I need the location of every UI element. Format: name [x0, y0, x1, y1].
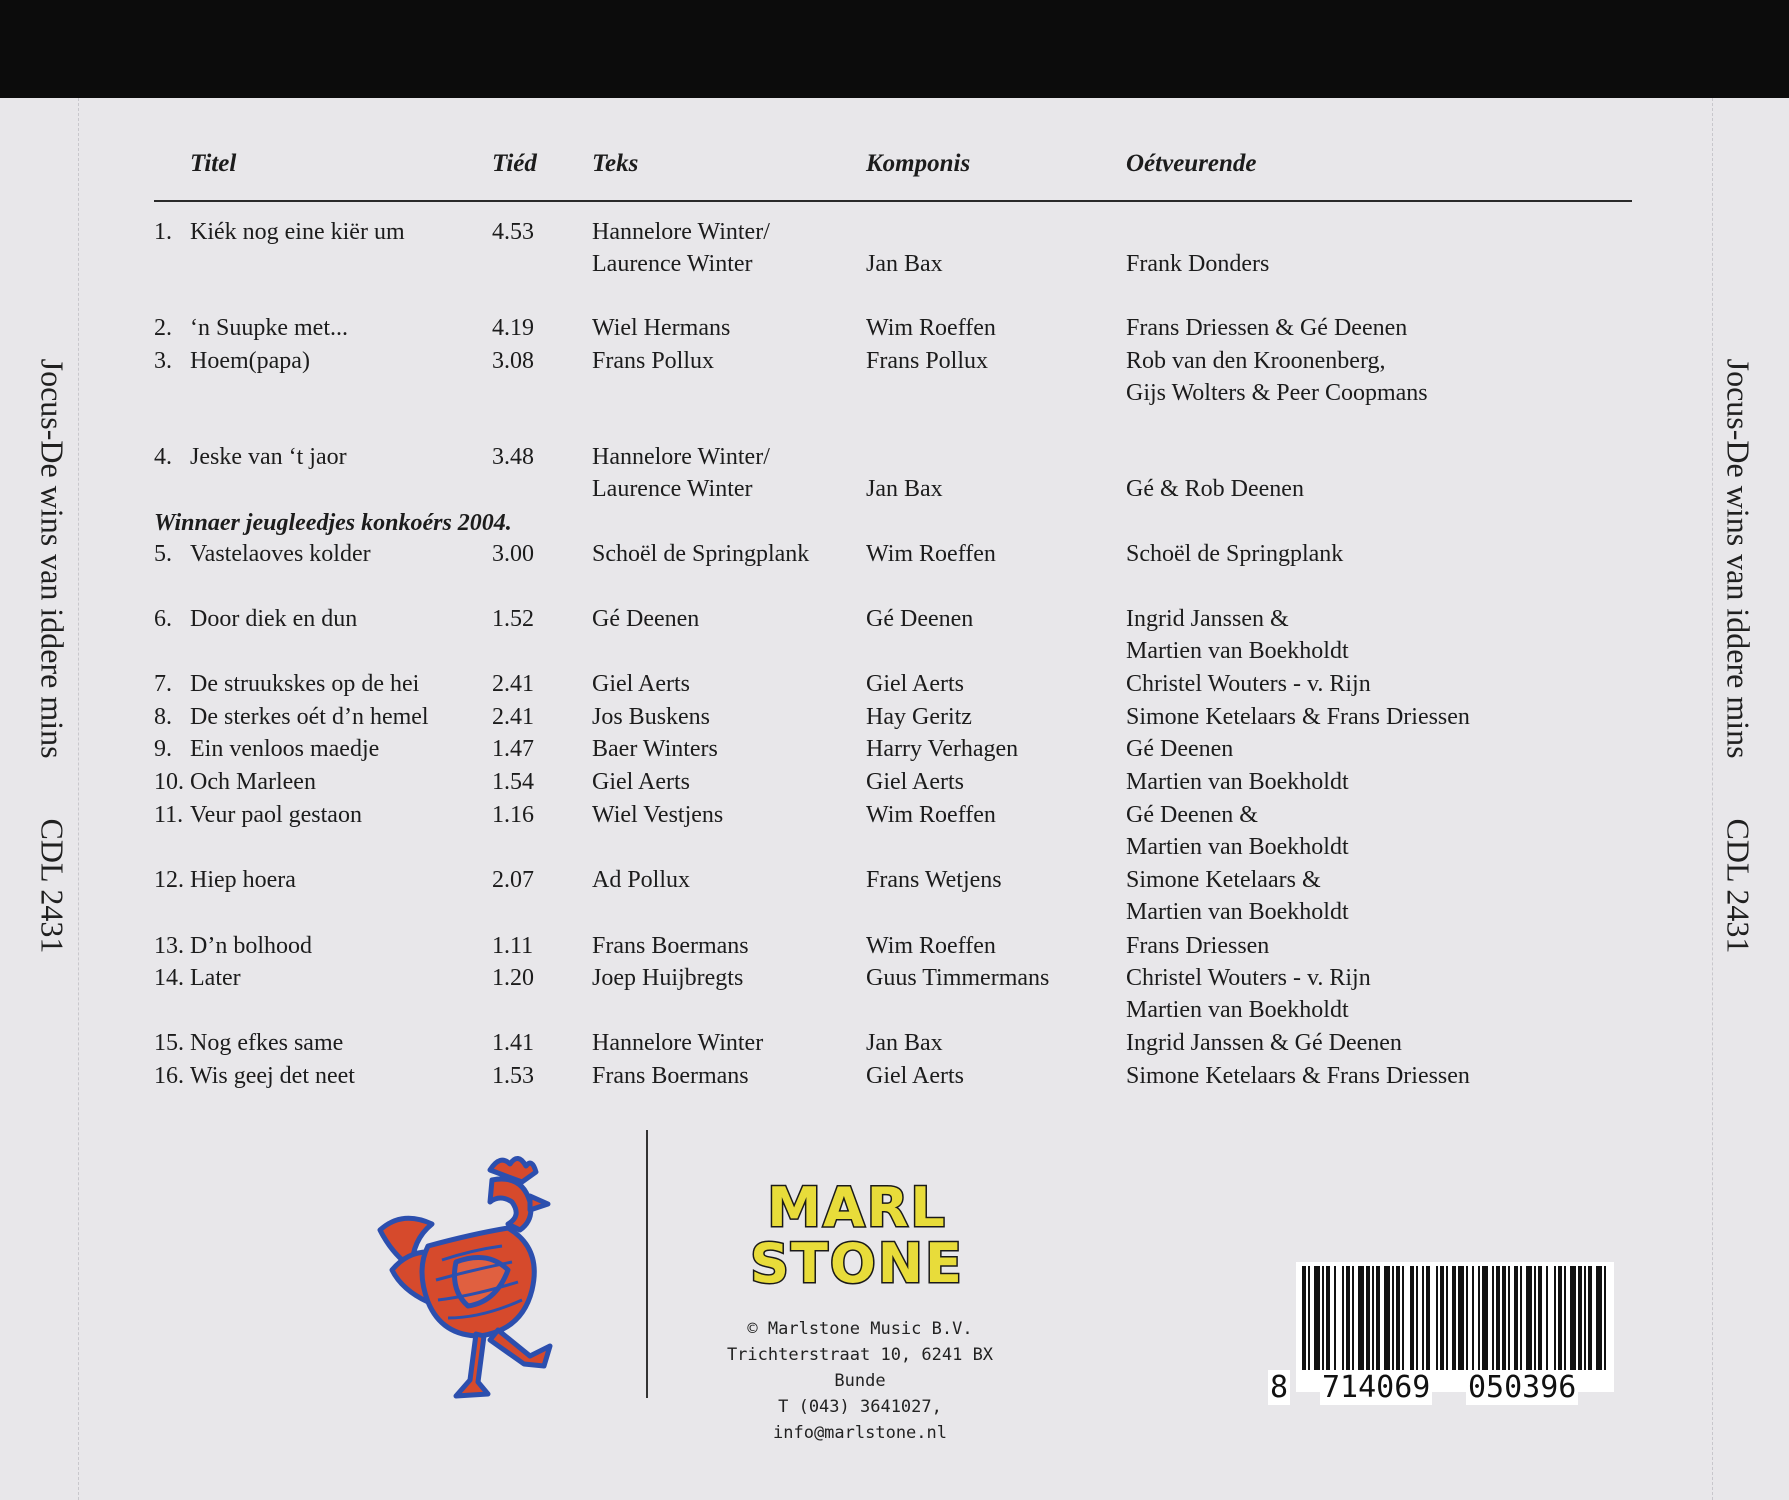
track-duration: 3.48: [492, 444, 534, 470]
barcode-bar: [1396, 1266, 1400, 1370]
track-duration: 1.11: [492, 933, 534, 959]
track-number: 14.: [154, 965, 184, 991]
header-teks: Teks: [592, 150, 639, 177]
track-title: Jeske van ‘t jaor: [190, 444, 347, 470]
track-composer: Gé Deenen: [866, 606, 974, 632]
contact-line: T (043) 3641027, info@marlstone.nl: [773, 1397, 947, 1443]
contest-note: Winnaer jeugleedjes konkoérs 2004.: [154, 510, 512, 536]
spine-left-code: CDL 2431: [34, 818, 71, 954]
barcode-bar: [1358, 1266, 1364, 1370]
track-title: Door diek en dun: [190, 606, 358, 632]
track-composer: Guus Timmermans: [866, 965, 1050, 991]
barcode-bar: [1596, 1266, 1602, 1370]
track-composer: Frans Wetjens: [866, 867, 1002, 893]
track-number: 1.: [154, 219, 172, 245]
track-performer: Ingrid Janssen & Gé Deenen: [1126, 1030, 1402, 1056]
track-composer: Wim Roeffen: [866, 933, 996, 959]
header-rule: [154, 200, 1632, 202]
track-number: 13.: [154, 933, 184, 959]
barcode-bar: [1588, 1266, 1592, 1370]
track-number: 16.: [154, 1063, 184, 1089]
fold-line-left: [78, 98, 79, 1500]
barcode-bar: [1514, 1266, 1518, 1370]
track-performer: Frank Donders: [1126, 251, 1270, 277]
barcode-bar: [1326, 1266, 1330, 1370]
spine-left: [34, 359, 71, 954]
barcode-bar: [1314, 1266, 1320, 1370]
barcode-bar: [1502, 1266, 1506, 1370]
track-performer: Martien van Boekholdt: [1126, 769, 1349, 795]
marlstone-logo-line1: MARL: [767, 1176, 947, 1239]
track-title: Ein venloos maedje: [190, 736, 380, 762]
track-duration: 4.53: [492, 219, 534, 245]
track-lyricist: Baer Winters: [592, 736, 718, 762]
barcode-bar: [1496, 1266, 1500, 1370]
spine-right-code: CDL 2431: [1720, 818, 1757, 954]
spine-right: [1720, 359, 1757, 954]
track-title: Veur paol gestaon: [190, 802, 362, 828]
barcode-bar: [1564, 1266, 1566, 1370]
address-line: Trichterstraat 10, 6241 BX Bunde: [726, 1345, 994, 1391]
barcode-bar: [1520, 1266, 1522, 1370]
barcode-bar: [1584, 1266, 1586, 1370]
track-title: D’n bolhood: [190, 933, 312, 959]
track-performer: Christel Wouters - v. Rijn: [1126, 671, 1371, 697]
track-duration: 1.41: [492, 1030, 534, 1056]
track-performer: Frans Driessen: [1126, 933, 1270, 959]
track-number: 9.: [154, 736, 172, 762]
track-lyricist: Ad Pollux: [592, 867, 691, 893]
header-oetveurende: Oétveurende: [1126, 150, 1257, 177]
barcode-bar: [1446, 1266, 1448, 1370]
track-lyricist: Laurence Winter: [592, 476, 753, 502]
barcode-bar: [1416, 1266, 1418, 1370]
track-composer: Jan Bax: [866, 251, 943, 277]
track-title: Wis geej det neet: [190, 1063, 355, 1089]
barcode-bar: [1554, 1266, 1556, 1370]
track-performer: Christel Wouters - v. Rijn: [1126, 965, 1371, 991]
barcode-digits-right: 050396: [1468, 1370, 1577, 1405]
track-performer: Simone Ketelaars &: [1126, 867, 1321, 893]
track-performer: Gé Deenen: [1126, 736, 1234, 762]
header-komponis: Komponis: [866, 150, 971, 177]
barcode-bar: [1322, 1266, 1324, 1370]
track-composer: Wim Roeffen: [866, 315, 996, 341]
track-duration: 1.52: [492, 606, 534, 632]
barcode-bar: [1478, 1266, 1480, 1370]
track-number: 5.: [154, 541, 172, 567]
track-lyricist: Schoël de Springplank: [592, 541, 810, 567]
barcode-bar: [1472, 1266, 1474, 1370]
barcode-digits-left: 714069: [1322, 1370, 1431, 1405]
track-duration: 1.16: [492, 802, 534, 828]
barcode-bar: [1402, 1266, 1404, 1370]
track-number: 4.: [154, 444, 172, 470]
track-lyricist: Frans Boermans: [592, 1063, 749, 1089]
track-performer: Simone Ketelaars & Frans Driessen: [1126, 704, 1470, 730]
track-number: 11.: [154, 802, 184, 828]
fold-line-right: [1712, 98, 1713, 1500]
barcode-bar: [1578, 1266, 1582, 1370]
track-title: ‘n Suupke met...: [190, 315, 348, 341]
track-number: 15.: [154, 1030, 184, 1056]
track-number: 10.: [154, 769, 184, 795]
track-title: De struukskes op de hei: [190, 671, 420, 697]
track-composer: Jan Bax: [866, 1030, 943, 1056]
track-number: 12.: [154, 867, 184, 893]
track-duration: 1.53: [492, 1063, 534, 1089]
track-lyricist: Joep Huijbregts: [592, 965, 744, 991]
track-composer: Wim Roeffen: [866, 802, 996, 828]
track-lyricist: Jos Buskens: [592, 704, 711, 730]
barcode-bar: [1492, 1266, 1494, 1370]
track-composer: Giel Aerts: [866, 769, 964, 795]
track-lyricist: Hannelore Winter/: [592, 219, 770, 245]
track-number: 8.: [154, 704, 172, 730]
track-composer: Hay Geritz: [866, 704, 972, 730]
track-performer: Martien van Boekholdt: [1126, 899, 1349, 925]
track-performer: Gé Deenen &: [1126, 802, 1258, 828]
track-performer: Gé & Rob Deenen: [1126, 476, 1304, 502]
track-lyricist: Wiel Hermans: [592, 315, 731, 341]
track-performer: Gijs Wolters & Peer Coopmans: [1126, 380, 1428, 406]
barcode-bar: [1342, 1266, 1344, 1370]
barcode-bar: [1526, 1266, 1532, 1370]
barcode-bar: [1458, 1266, 1464, 1370]
track-duration: 1.20: [492, 965, 534, 991]
track-lyricist: Giel Aerts: [592, 769, 690, 795]
barcode-bar: [1372, 1266, 1374, 1370]
barcode-bar: [1508, 1266, 1510, 1370]
track-performer: Simone Ketelaars & Frans Driessen: [1126, 1063, 1470, 1089]
barcode-bar: [1334, 1266, 1336, 1370]
marlstone-logo-line2: STONE: [750, 1232, 964, 1295]
logo-divider: [646, 1130, 648, 1398]
barcode-bar: [1546, 1266, 1548, 1370]
track-composer: Frans Pollux: [866, 348, 989, 374]
track-composer: Giel Aerts: [866, 1063, 964, 1089]
track-number: 7.: [154, 671, 172, 697]
barcode-bar: [1352, 1266, 1354, 1370]
barcode-bar: [1604, 1266, 1606, 1370]
barcode-bar: [1436, 1266, 1438, 1370]
track-duration: 3.00: [492, 541, 534, 567]
track-lyricist: Frans Pollux: [592, 348, 715, 374]
barcode-bar: [1452, 1266, 1456, 1370]
track-duration: 2.07: [492, 867, 534, 893]
track-title: De sterkes oét d’n hemel: [190, 704, 429, 730]
barcode-bar: [1482, 1266, 1488, 1370]
track-duration: 2.41: [492, 704, 534, 730]
track-composer: Giel Aerts: [866, 671, 964, 697]
barcode-bar: [1426, 1266, 1430, 1370]
track-title: Kiék nog eine kiër um: [190, 219, 405, 245]
spine-left-title: Jocus-De wins van iddere mins: [34, 358, 71, 759]
track-title: Nog efkes same: [190, 1030, 344, 1056]
header-titel: Titel: [190, 150, 237, 177]
track-lyricist: Giel Aerts: [592, 671, 690, 697]
track-composer: Jan Bax: [866, 476, 943, 502]
track-composer: Harry Verhagen: [866, 736, 1019, 762]
track-performer: Rob van den Kroonenberg,: [1126, 348, 1386, 374]
track-lyricist: Wiel Vestjens: [592, 802, 724, 828]
barcode-bar: [1422, 1266, 1424, 1370]
track-performer: Schoël de Springplank: [1126, 541, 1344, 567]
track-duration: 1.54: [492, 769, 534, 795]
track-performer: Martien van Boekholdt: [1126, 834, 1349, 860]
track-lyricist: Frans Boermans: [592, 933, 749, 959]
track-title: Och Marleen: [190, 769, 316, 795]
spine-right-title: Jocus-De wins van iddere mins: [1720, 358, 1757, 759]
track-lyricist: Gé Deenen: [592, 606, 700, 632]
barcode-bar: [1376, 1266, 1380, 1370]
rooster-logo: [372, 1150, 602, 1410]
track-duration: 2.41: [492, 671, 534, 697]
barcode-bar: [1346, 1266, 1350, 1370]
barcode-bar: [1302, 1266, 1306, 1370]
barcode-bar: [1558, 1266, 1562, 1370]
barcode-bar: [1534, 1266, 1536, 1370]
track-lyricist: Hannelore Winter/: [592, 444, 770, 470]
track-duration: 1.47: [492, 736, 534, 762]
track-lyricist: Laurence Winter: [592, 251, 753, 277]
copyright-line: © Marlstone Music B.V.: [747, 1319, 973, 1339]
track-duration: 4.19: [492, 315, 534, 341]
track-title: Later: [190, 965, 241, 991]
track-number: 6.: [154, 606, 172, 632]
barcode-bar: [1384, 1266, 1390, 1370]
track-number: 2.: [154, 315, 172, 341]
barcode-bar: [1466, 1266, 1468, 1370]
label-info: [700, 1316, 1020, 1446]
barcode-bar: [1392, 1266, 1394, 1370]
barcode-digit-first: 8: [1270, 1370, 1289, 1405]
track-performer: Martien van Boekholdt: [1126, 997, 1349, 1023]
track-performer: Ingrid Janssen &: [1126, 606, 1289, 632]
track-number: 3.: [154, 348, 172, 374]
barcode-bar: [1308, 1266, 1310, 1370]
track-lyricist: Hannelore Winter: [592, 1030, 764, 1056]
track-composer: Wim Roeffen: [866, 541, 996, 567]
header-tied: Tiéd: [492, 150, 537, 177]
barcode-bar: [1538, 1266, 1542, 1370]
track-duration: 3.08: [492, 348, 534, 374]
track-title: Vastelaoves kolder: [190, 541, 371, 567]
barcode-bar: [1570, 1266, 1576, 1370]
track-performer: Martien van Boekholdt: [1126, 638, 1349, 664]
track-title: Hoem(papa): [190, 348, 310, 374]
track-performer: Frans Driessen & Gé Deenen: [1126, 315, 1408, 341]
barcode-bar: [1366, 1266, 1370, 1370]
track-title: Hiep hoera: [190, 867, 296, 893]
barcode-bar: [1440, 1266, 1444, 1370]
barcode-bar: [1410, 1266, 1414, 1370]
